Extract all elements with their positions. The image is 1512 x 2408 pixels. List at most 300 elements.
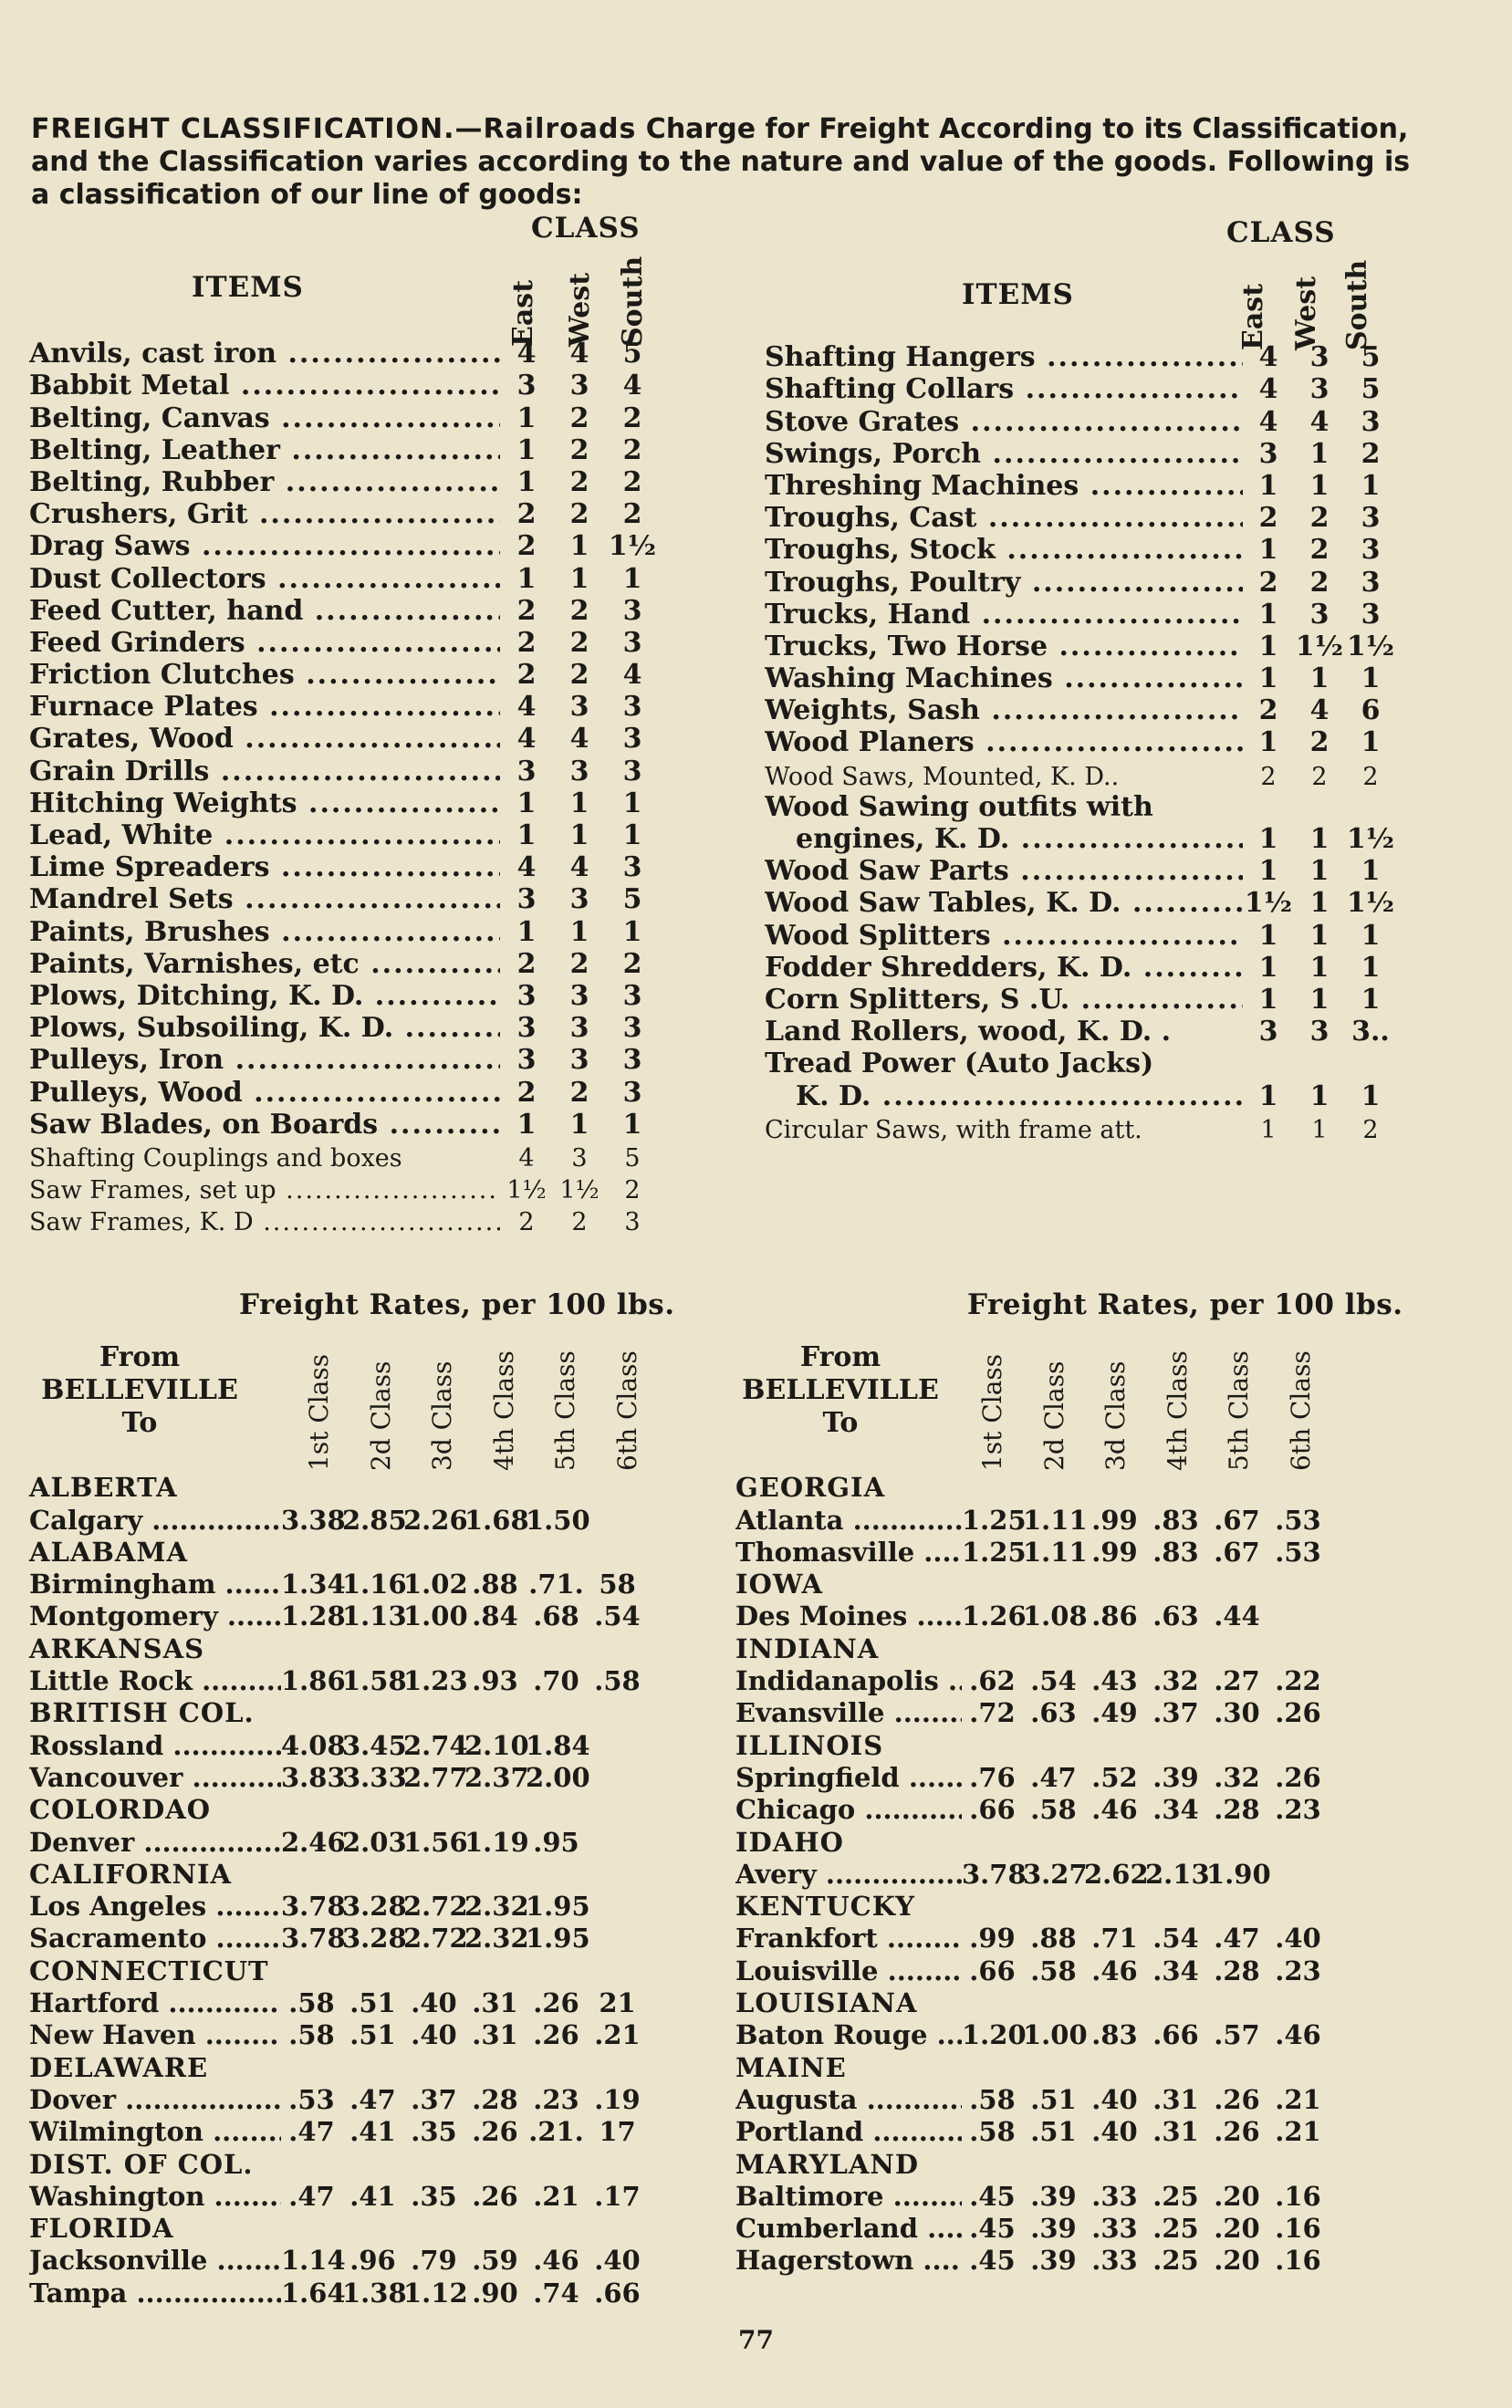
rate-value: 17 (599, 2116, 636, 2148)
rate-value: .76 (969, 1761, 1016, 1793)
state-heading: ILLINOIS (735, 1729, 884, 1761)
rate-value: .47 (1214, 1923, 1260, 1955)
rate-value: 1.34 (281, 1569, 346, 1600)
rate-col-header: 4th Class (488, 1350, 519, 1471)
class-east: 1 (1258, 1079, 1278, 1112)
rate-value: 2.10 (464, 1729, 529, 1761)
classification-row (29, 851, 659, 883)
class-west: 2 (569, 626, 589, 659)
rate-row (29, 1922, 648, 1954)
col-east-left: East (507, 279, 539, 347)
class-south: 2 (1362, 762, 1379, 791)
destination-city: New Haven ..... (29, 2019, 281, 2050)
rate-value: .28 (472, 2083, 518, 2115)
class-south: 2 (622, 465, 642, 498)
rate-value: 2.77 (403, 1761, 468, 1793)
destination-city: Atlanta ..... (735, 1505, 962, 1536)
destination-city: Birmingham ..... (29, 1569, 281, 1600)
item-name: Belting, Rubber ..... (29, 466, 500, 498)
rate-value: 2.32 (464, 1923, 529, 1955)
state-heading: ARKANSAS (29, 1632, 205, 1664)
rate-value: .46 (1091, 1955, 1138, 1986)
class-east: 2 (1258, 566, 1278, 599)
class-west: 1½ (1295, 630, 1344, 662)
class-west: 2 (1309, 566, 1330, 599)
rate-row (735, 2180, 1329, 2212)
classification-row (765, 1016, 1396, 1048)
classification-row (29, 530, 659, 562)
rate-col-header: 3d Class (1100, 1360, 1131, 1471)
rate-row (735, 1858, 1329, 1890)
rate-value: .96 (349, 2245, 396, 2277)
class-east: 2 (1258, 502, 1278, 535)
rate-col-header: 6th Class (1285, 1350, 1316, 1471)
rate-value: .51 (1030, 2116, 1077, 2148)
rate-value: .45 (969, 2180, 1016, 2212)
classification-row (765, 887, 1396, 919)
rate-value: .22 (1275, 1665, 1321, 1697)
rate-value: .28 (1214, 1955, 1260, 1986)
class-south: 3 (622, 1076, 642, 1109)
rate-value: .83 (1091, 2019, 1138, 2051)
class-east: 1 (516, 433, 537, 466)
rate-value: .40 (1091, 2083, 1138, 2115)
class-south: 3 (622, 979, 642, 1012)
class-south: 3 (622, 691, 642, 724)
class-west: 2 (569, 401, 589, 434)
rate-value: 21 (599, 1987, 636, 2019)
class-east: 2 (516, 659, 537, 692)
state-heading: MARYLAND (735, 2148, 920, 2180)
rate-value: 1.56 (403, 1826, 468, 1858)
destination-city: Baltimore ..... (735, 2181, 962, 2212)
classification-row (765, 438, 1396, 470)
item-name: Paints, Brushes ..... (29, 916, 500, 948)
state-heading: GEORGIA (735, 1472, 886, 1504)
class-south: 1½ (1346, 887, 1395, 920)
class-west: 3 (569, 755, 589, 787)
rate-value: .59 (472, 2245, 518, 2277)
class-west: 2 (1311, 762, 1328, 791)
rate-value: .99 (969, 1923, 1016, 1955)
rate-value: .49 (1091, 1697, 1138, 1729)
class-west: 1 (1309, 823, 1330, 855)
rate-value: .21 (1275, 2083, 1321, 2115)
classification-row (765, 823, 1396, 855)
item-name: Belting, Leather ..... (29, 434, 500, 466)
rate-value: .33 (1091, 2180, 1138, 2212)
destination-city: Los Angeles ..... (29, 1891, 281, 1922)
classification-row (765, 791, 1396, 823)
item-name: Trucks, Hand ..... (765, 599, 1243, 631)
class-south: 3 (1361, 405, 1381, 438)
class-south: 5 (622, 883, 642, 916)
classification-row (765, 855, 1396, 887)
class-west: 1 (1309, 919, 1330, 952)
rate-value: .16 (1275, 2180, 1321, 2212)
class-east: 3 (516, 1012, 537, 1045)
classification-row (765, 952, 1396, 984)
class-east: 3 (1258, 1016, 1278, 1048)
class-east: 1 (516, 465, 537, 498)
rate-value: .34 (1152, 1794, 1199, 1826)
class-south: 1 (1361, 726, 1381, 759)
destination-city: Indidanapolis ..... (735, 1665, 962, 1696)
rate-value: .95 (533, 1826, 579, 1858)
class-south: 2 (622, 433, 642, 466)
item-name: Troughs, Poultry ..... (765, 567, 1243, 599)
item-name: Wood Splitters ..... (765, 920, 1243, 952)
destination-city: Dover ..... (29, 2084, 281, 2115)
rate-value: .40 (594, 2245, 641, 2277)
rate-value: 1.11 (1023, 1536, 1088, 1568)
class-west: 2 (569, 465, 589, 498)
classification-row (765, 694, 1396, 726)
rate-value: 2.00 (526, 1761, 590, 1793)
rate-value: 2.46 (281, 1826, 346, 1858)
rate-value: .88 (1030, 1923, 1077, 1955)
class-east: 4 (1258, 373, 1278, 406)
item-name: Threshing Machines ..... (765, 470, 1243, 502)
rate-value: .99 (1091, 1504, 1138, 1536)
rate-row (29, 1503, 648, 1535)
rate-value: .63 (1030, 1697, 1077, 1729)
class-west: 3 (569, 691, 589, 724)
classification-row (29, 819, 659, 851)
classification-list-right (765, 341, 1396, 1144)
rates-table-right (735, 1471, 1329, 2276)
rate-value: .51 (1030, 2083, 1077, 2115)
class-south: 2 (624, 1176, 641, 1205)
rate-value: .40 (411, 2019, 457, 2051)
rate-value: 1.38 (342, 2277, 407, 2309)
rate-value: .46 (533, 2245, 579, 2277)
rate-value: .26 (1214, 2083, 1260, 2115)
item-name: Corn Splitters, S .U. ..... (765, 984, 1243, 1016)
class-east: 1 (516, 401, 537, 434)
rate-value: .33 (1091, 2245, 1138, 2277)
rate-value: .26 (472, 2180, 518, 2212)
rate-value: .35 (411, 2116, 457, 2148)
class-west: 2 (569, 498, 589, 531)
item-name: Plows, Subsoiling, K. D. ..... (29, 1012, 500, 1044)
rate-value: 1.25 (962, 1536, 1027, 1568)
class-west: 3 (1309, 598, 1330, 631)
classification-row (765, 566, 1396, 598)
classification-row (765, 534, 1396, 566)
class-south: 1 (622, 787, 642, 819)
rate-value: .45 (969, 2213, 1016, 2245)
rate-value: .21. (528, 2116, 584, 2148)
item-name: Stove Grates ..... (765, 406, 1243, 438)
rate-value: 1.84 (526, 1729, 590, 1761)
classification-row (765, 631, 1396, 662)
rate-value: 4.08 (281, 1729, 346, 1761)
class-south: 3 (622, 594, 642, 627)
class-west: 1 (569, 819, 589, 851)
rate-value: 2.32 (464, 1891, 529, 1923)
state-heading: ALBERTA (29, 1472, 178, 1504)
item-name: engines, K. D. ..... (765, 823, 1243, 855)
rate-value: .45 (969, 2245, 1016, 2277)
class-south: 3 (622, 851, 642, 884)
class-south: 1 (1361, 951, 1381, 984)
item-name: Furnace Plates ..... (29, 691, 500, 723)
class-west: 1 (569, 1108, 589, 1141)
rate-value: .25 (1152, 2180, 1199, 2212)
class-south: 3 (622, 1012, 642, 1045)
classification-row (29, 434, 659, 466)
class-south: 3 (622, 723, 642, 756)
rate-value: .46 (1091, 1794, 1138, 1826)
class-west: 3 (569, 883, 589, 916)
classification-row (29, 1141, 659, 1173)
classification-row (29, 562, 659, 594)
classification-row (765, 919, 1396, 951)
class-south: 3 (1361, 566, 1381, 599)
state-heading: KENTUCKY (735, 1891, 915, 1923)
classification-row (765, 341, 1396, 373)
item-name: Pulleys, Iron ..... (29, 1044, 500, 1076)
item-name: Tread Power (Auto Jacks) (765, 1048, 1154, 1080)
rates-title-right: Freight Rates, per 100 lbs. (967, 1288, 1403, 1321)
class-west: 1 (569, 787, 589, 819)
class-west: 1 (1309, 662, 1330, 695)
classification-row (29, 1173, 659, 1204)
class-south: 3 (1361, 534, 1381, 567)
class-east: 1 (1258, 919, 1278, 952)
item-name: Circular Saws, with frame att. (765, 1115, 1142, 1144)
item-name: Plows, Ditching, K. D. ..... (29, 980, 500, 1012)
state-heading: MAINE (735, 2051, 847, 2083)
rate-value: .26 (533, 2019, 579, 2051)
class-east: 3 (516, 883, 537, 916)
intro-heading: FREIGHT CLASSIFICATION.—Railroads (31, 113, 637, 145)
rate-row (29, 2115, 648, 2147)
destination-city: Washington ..... (29, 2181, 281, 2212)
rate-row (29, 1986, 648, 2018)
rate-value: .35 (411, 2180, 457, 2212)
item-name: Fodder Shredders, K. D. ..... (765, 952, 1243, 984)
rate-value: 2.72 (403, 1891, 468, 1923)
rate-value: 3.78 (281, 1923, 346, 1955)
class-west: 3 (1309, 373, 1330, 406)
state-heading: BRITISH COL. (29, 1697, 255, 1729)
rates-table-left (29, 1471, 648, 2309)
class-east: 4 (1258, 341, 1278, 374)
class-west: 2 (569, 433, 589, 466)
rate-row (29, 2276, 648, 2308)
rate-value: .93 (472, 1665, 518, 1697)
class-west: 2 (1309, 726, 1330, 759)
rate-value: .58 (288, 1987, 335, 2019)
item-name: Saw Frames, K. D ..... (29, 1208, 500, 1236)
rate-value: .54 (1152, 1923, 1199, 1955)
class-south: 3 (622, 1044, 642, 1077)
rate-row (735, 2115, 1329, 2147)
rate-value: .32 (1214, 1761, 1260, 1793)
rate-value: .25 (1152, 2213, 1199, 2245)
rate-row (735, 1954, 1329, 1986)
state-heading: COLORDAO (29, 1794, 212, 1826)
class-west: 2 (1309, 502, 1330, 535)
rate-value: .20 (1214, 2213, 1260, 2245)
class-west: 1 (569, 915, 589, 948)
class-west: 4 (569, 851, 589, 884)
class-east: 1 (516, 787, 537, 819)
class-west: 1½ (559, 1176, 600, 1205)
item-name: Swings, Porch ..... (765, 438, 1243, 470)
rate-row (735, 2018, 1329, 2050)
class-south: 3 (624, 1208, 641, 1237)
rate-row (735, 1600, 1329, 1631)
rate-value: 2.37 (464, 1761, 529, 1793)
rate-value: .34 (1152, 1955, 1199, 1986)
class-west: 1 (1309, 951, 1330, 984)
classification-row (765, 1112, 1396, 1144)
rate-value: .21 (1275, 2116, 1321, 2148)
state-heading: FLORIDA (29, 2213, 174, 2245)
item-name: Friction Clutches ..... (29, 659, 500, 691)
state-heading: CONNECTICUT (29, 1955, 269, 1986)
rate-value: .39 (1030, 2180, 1077, 2212)
item-name: Shafting Hangers ..... (765, 341, 1243, 373)
rate-value: .58 (969, 2083, 1016, 2115)
rate-value: .26 (1214, 2116, 1260, 2148)
class-south: 6 (1361, 694, 1381, 727)
class-west: 3 (571, 1143, 588, 1173)
rate-value: .66 (1152, 2019, 1199, 2051)
state-heading: INDIANA (735, 1632, 880, 1664)
rate-value: 2.85 (342, 1504, 407, 1536)
destination-city: Sacramento ..... (29, 1923, 281, 1954)
destination-city: Portland ..... (735, 2116, 962, 2147)
class-east: 1 (516, 915, 537, 948)
classification-row (29, 659, 659, 691)
rate-value: .33 (1091, 2213, 1138, 2245)
destination-city: Evansville ..... (735, 1697, 962, 1728)
col-south-left: South (617, 255, 649, 347)
rate-value: 1.95 (526, 1891, 590, 1923)
rate-value: 1.26 (962, 1600, 1027, 1632)
rate-value: .54 (594, 1600, 641, 1632)
class-west: 1 (1309, 1079, 1330, 1112)
class-west: 2 (569, 659, 589, 692)
classification-row (29, 755, 659, 787)
rate-value: 1.13 (342, 1600, 407, 1632)
rate-value: .25 (1152, 2245, 1199, 2277)
col-west-left: West (564, 272, 596, 347)
item-name: Shafting Collars ..... (765, 373, 1243, 405)
class-west: 1 (1309, 469, 1330, 502)
class-south: 1 (1361, 919, 1381, 952)
classification-row (29, 1109, 659, 1141)
rate-row (735, 1503, 1329, 1535)
rate-value: 1.12 (403, 2277, 468, 2309)
classification-row (765, 984, 1396, 1016)
class-west: 1 (1309, 887, 1330, 920)
class-east: 1 (1260, 1115, 1277, 1144)
class-south: 1 (622, 819, 642, 851)
classification-row (29, 883, 659, 915)
destination-city: Hartford ..... (29, 1987, 281, 2018)
rate-value: .63 (1152, 1600, 1199, 1632)
rate-value: .39 (1030, 2245, 1077, 2277)
item-name: Troughs, Cast ..... (765, 502, 1243, 534)
rate-value: 2.03 (342, 1826, 407, 1858)
rate-value: 1.58 (342, 1665, 407, 1697)
item-name: Land Rollers, wood, K. D. . (765, 1016, 1172, 1048)
item-name: Washing Machines ..... (765, 662, 1243, 694)
class-east: 4 (518, 1143, 535, 1173)
class-south: 1 (1361, 855, 1381, 888)
rate-row (735, 1536, 1329, 1568)
class-east: 3 (516, 370, 537, 402)
rate-row (735, 2244, 1329, 2276)
rate-value: .30 (1214, 1697, 1260, 1729)
rate-value: .41 (349, 2180, 396, 2212)
rate-value: .58 (1030, 1955, 1077, 1986)
class-east: 4 (516, 691, 537, 724)
class-west: 2 (1309, 534, 1330, 567)
rate-col-header: 1st Class (977, 1353, 1007, 1471)
rate-value: 1.20 (962, 2019, 1027, 2051)
class-east: 3 (516, 755, 537, 787)
rate-value: 1.11 (1023, 1504, 1088, 1536)
rate-value: 58 (599, 1569, 636, 1600)
class-east: 2 (1260, 762, 1277, 791)
rate-value: 1.00 (1023, 2019, 1088, 2051)
class-south: 1 (622, 562, 642, 595)
rate-value: .21 (533, 2180, 579, 2212)
item-name: Pulleys, Wood ..... (29, 1077, 500, 1109)
item-name: Hitching Weights ..... (29, 787, 500, 819)
destination-city: Calgary ..... (29, 1505, 281, 1536)
rate-row (29, 1568, 648, 1600)
rate-value: .31 (1152, 2083, 1199, 2115)
classification-row (29, 980, 659, 1012)
rate-value: .23 (1275, 1794, 1321, 1826)
class-south: 2 (622, 498, 642, 531)
rate-value: 2.74 (403, 1729, 468, 1761)
rate-value: 1.95 (526, 1923, 590, 1955)
rate-row (29, 1728, 648, 1760)
class-west: 1 (1309, 855, 1330, 888)
rate-value: .51 (349, 1987, 396, 2019)
classification-row (29, 627, 659, 659)
classification-row (29, 595, 659, 627)
rate-row (735, 1696, 1329, 1728)
destination-city: Tampa ..... (29, 2278, 281, 2309)
rate-value: .84 (472, 1600, 518, 1632)
class-east: 3 (516, 1044, 537, 1077)
rate-row (735, 1793, 1329, 1825)
rate-value: 1.23 (403, 1665, 468, 1697)
class-south: 2 (1362, 1115, 1379, 1144)
class-east: 1 (1258, 823, 1278, 855)
destination-city: Augusta ..... (735, 2084, 962, 2115)
classification-row (29, 1044, 659, 1076)
rate-row (29, 1890, 648, 1922)
class-east: 2 (516, 1076, 537, 1109)
classification-row (29, 370, 659, 401)
rate-value: .86 (1091, 1600, 1138, 1632)
destination-city: Springfield ..... (735, 1762, 962, 1793)
destination-city: Denver ..... (29, 1827, 281, 1858)
classification-row (765, 726, 1396, 758)
rate-value: 2.26 (403, 1504, 468, 1536)
class-south: 1½ (1346, 823, 1395, 855)
